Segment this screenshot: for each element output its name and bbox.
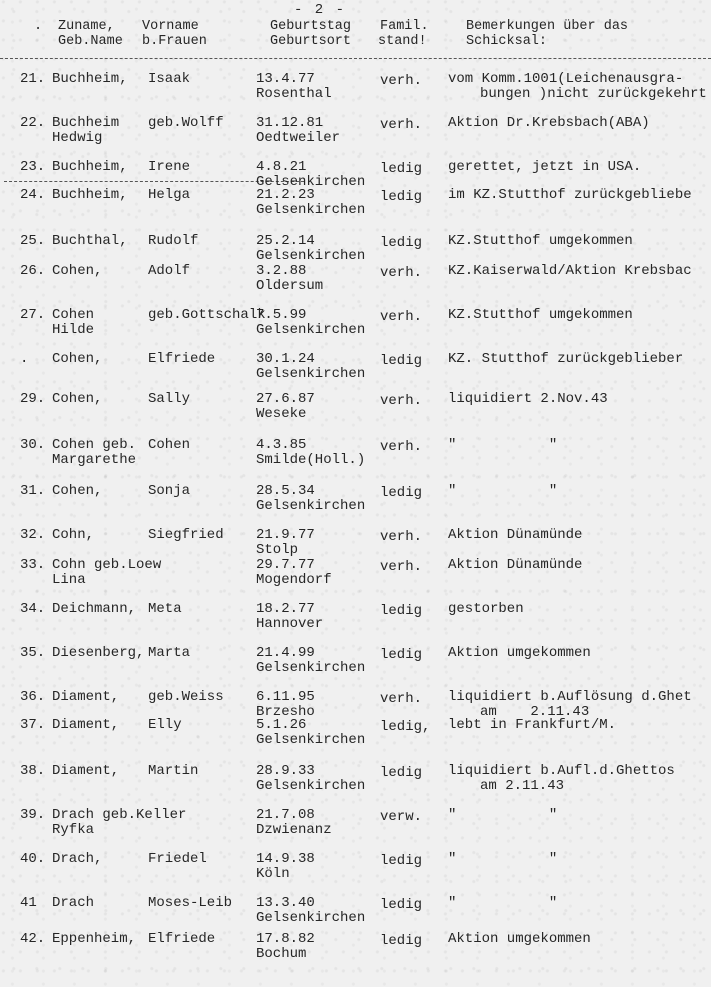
first-name-cell: Rudolf [148,233,199,249]
header-col4-line2: stand! [378,34,427,49]
remark-cell: Aktion umgekommen [448,645,591,661]
surname-cell: Diament, [52,717,120,733]
first-name-cell: geb.Wolff [148,115,224,131]
birth-date-cell: 25.2.14 [256,233,315,249]
surname-cell: Deichmann, [52,601,137,617]
first-name-cell: Elfriede [148,351,216,367]
row-number: 23. [20,159,46,175]
surname-cell: Cohen, [52,263,103,279]
surname-cell: Diament, [52,689,120,705]
header-col2-line1: Vorname [142,19,199,34]
birth-date-cell: 27.6.87 [256,391,315,407]
family-status-cell: ledig [380,161,423,177]
birth-date-cell: 21.2.23 [256,187,315,203]
birth-place-cell: Oldersum [256,278,324,294]
family-status-cell: verh. [380,439,423,455]
header-col3-line1: Geburtstag [270,19,352,34]
family-status-cell: ledig [380,897,423,913]
row-number: . [20,351,29,367]
row-number: 35. [20,645,46,661]
remark-continuation-cell: bungen )nicht zurückgekehrt [480,86,707,102]
header-separator [0,58,711,59]
remark-cell: vom Komm.1001(Leichenausgra- [448,71,684,87]
row-number: 40. [20,851,46,867]
surname-cell: Buchheim, [52,159,128,175]
birth-date-cell: 28.5.34 [256,483,315,499]
family-status-cell: verh. [380,393,423,409]
birth-date-cell: 14.9.38 [256,851,315,867]
birth-date-cell: 7.5.99 [256,307,307,323]
family-status-cell: verh. [380,309,423,325]
surname-cell: Cohn, [52,527,95,543]
remark-cell: KZ.Stutthof umgekommen [448,307,633,323]
birth-date-cell: 21.7.08 [256,807,315,823]
header-col1-line1: Zuname, [58,19,115,34]
birth-place-cell: Gelsenkirchen [256,248,366,264]
row-number: 36. [20,689,46,705]
family-status-cell: ledig [380,189,423,205]
surname-cell: Buchheim [52,115,120,131]
remark-cell: " " [448,483,558,499]
row-number: 29. [20,391,46,407]
row-number: 31. [20,483,46,499]
surname-cell: Diament, [52,763,120,779]
first-name-cell: Sally [148,391,191,407]
first-name-cell: Meta [148,601,182,617]
surname-cell: Cohen, [52,391,103,407]
first-name-cell: Marta [148,645,191,661]
birth-place-cell: Weseke [256,406,307,422]
surname-cell: Cohen [52,307,95,323]
birth-place-cell: Gelsenkirchen [256,732,366,748]
birth-date-cell: 6.11.95 [256,689,315,705]
birth-date-cell: 18.2.77 [256,601,315,617]
birth-place-cell: Gelsenkirchen [256,498,366,514]
surname-cell: Drach geb.Keller [52,807,187,823]
birth-name-cell: Ryfka [52,822,95,838]
birth-place-cell: Oedtweiler [256,130,341,146]
row-number: 24. [20,187,46,203]
row-number: 42. [20,931,46,947]
birth-name-cell: Hedwig [52,130,103,146]
surname-cell: Cohen, [52,351,103,367]
birth-place-cell: Rosenthal [256,86,332,102]
header-col3-line2: Geburtsort [270,34,352,49]
remark-cell: Aktion umgekommen [448,931,591,947]
birth-place-cell: Dzwienanz [256,822,332,838]
surname-cell: Buchthal, [52,233,128,249]
row-number: 22. [20,115,46,131]
remark-cell: KZ. Stutthof zurückgeblieber [448,351,684,367]
page-number: - 2 - [294,2,347,18]
remark-cell: liquidiert 2.Nov.43 [448,391,608,407]
row-number: 32. [20,527,46,543]
family-status-cell: verh. [380,559,423,575]
birth-place-cell: Smilde(Holl.) [256,452,366,468]
family-status-cell: ledig [380,235,423,251]
birth-place-cell: Bochum [256,946,307,962]
birth-place-cell: Gelsenkirchen [256,202,366,218]
birth-place-cell: Mogendorf [256,572,332,588]
surname-cell: Diesenberg, [52,645,145,661]
surname-cell: Drach, [52,851,103,867]
header-col5-line1: Bemerkungen über das [466,19,629,34]
remark-cell: KZ.Kaiserwald/Aktion Krebsbac [448,263,692,279]
remark-cell: lebt in Frankfurt/M. [448,717,617,733]
birth-place-cell: Gelsenkirchen [256,322,366,338]
first-name-cell: Moses-Leib [148,895,233,911]
family-status-cell: ledig [380,933,423,949]
family-status-cell: ledig [380,603,423,619]
family-status-cell: verw. [380,809,423,825]
birth-place-cell: Gelsenkirchen [256,910,366,926]
first-name-cell: Friedel [148,851,207,867]
row-number: 39. [20,807,46,823]
surname-cell: Eppenheim, [52,931,137,947]
family-status-cell: ledig [380,485,423,501]
family-status-cell: ledig [380,765,423,781]
birth-date-cell: 5.1.26 [256,717,307,733]
remark-cell: Aktion Dr.Krebsbach(ABA) [448,115,650,131]
remark-continuation-cell: am 2.11.43 [480,704,590,720]
remark-cell: liquidiert b.Aufl.d.Ghettos [448,763,675,779]
first-name-cell: Isaak [148,71,191,87]
row-number: 27. [20,307,46,323]
birth-place-cell: Gelsenkirchen [256,778,366,794]
row-number: 21. [20,71,46,87]
first-name-cell: Elfriede [148,931,216,947]
birth-date-cell: 31.12.81 [256,115,324,131]
first-name-cell: Elly [148,717,182,733]
birth-name-cell: Margarethe [52,452,137,468]
family-status-cell: ledig [380,853,423,869]
row-number: 38. [20,763,46,779]
birth-date-cell: 21.9.77 [256,527,315,543]
birth-date-cell: 30.1.24 [256,351,315,367]
surname-cell: Buchheim, [52,187,128,203]
first-name-cell: Cohen [148,437,191,453]
first-name-cell: geb.Weiss [148,689,224,705]
birth-date-cell: 17.8.82 [256,931,315,947]
remark-cell: " " [448,895,558,911]
header-col2-line2: b.Frauen [142,34,207,49]
family-status-cell: verh. [380,265,423,281]
birth-place-cell: Hannover [256,616,324,632]
surname-cell: Cohn geb.Loew [52,557,162,573]
family-status-cell: verh. [380,117,423,133]
first-name-cell: geb.Gottschalk [148,307,266,323]
birth-date-cell: 4.8.21 [256,159,307,175]
first-name-cell: Martin [148,763,199,779]
birth-date-cell: 13.4.77 [256,71,315,87]
birth-place-cell: Gelsenkirchen [256,660,366,676]
birth-date-cell: 3.2.88 [256,263,307,279]
birth-date-cell: 21.4.99 [256,645,315,661]
birth-date-cell: 28.9.33 [256,763,315,779]
header-bullet: . [34,19,43,34]
remark-cell: " " [448,851,558,867]
remark-cell: Aktion Dünamünde [448,527,583,543]
remark-cell: gestorben [448,601,524,617]
birth-name-cell: Lina [52,572,86,588]
row-number: 30. [20,437,46,453]
row-number: 37. [20,717,46,733]
first-name-cell: Irene [148,159,191,175]
surname-cell: Buchheim, [52,71,128,87]
remark-cell: im KZ.Stutthof zurückgebliebe [448,187,692,203]
row-number: 33. [20,557,46,573]
remark-cell: KZ.Stutthof umgekommen [448,233,633,249]
first-name-cell: Siegfried [148,527,224,543]
remark-continuation-cell: am 2.11.43 [480,778,565,794]
surname-cell: Drach [52,895,95,911]
surname-cell: Cohen, [52,483,103,499]
header-col1-line2: Geb.Name [58,34,123,49]
family-status-cell: ledig [380,647,423,663]
family-status-cell: verh. [380,73,423,89]
birth-date-cell: 4.3.85 [256,437,307,453]
first-name-cell: Sonja [148,483,191,499]
row-number: 34. [20,601,46,617]
birth-place-cell: Köln [256,866,290,882]
birth-name-cell: Hilde [52,322,95,338]
birth-place-cell: Gelsenkirchen [256,366,366,382]
birth-date-cell: 29.7.77 [256,557,315,573]
birth-place-cell: Brzesho [256,704,315,720]
remark-cell: " " [448,437,558,453]
row-number: 26. [20,263,46,279]
family-status-cell: verh. [380,529,423,545]
family-status-cell: ledig, [380,719,431,735]
birth-place-cell: Stolp [256,542,299,558]
family-status-cell: ledig [380,353,423,369]
remark-cell: " " [448,807,558,823]
birth-date-cell: 13.3.40 [256,895,315,911]
remark-cell: gerettet, jetzt in USA. [448,159,642,175]
row-number: 25. [20,233,46,249]
first-name-cell: Helga [148,187,191,203]
first-name-cell: Adolf [148,263,191,279]
header-col5-line2: Schicksal: [466,34,548,49]
remark-cell: Aktion Dünamünde [448,557,583,573]
birth-place-cell: Gelsenkirchen [256,174,366,190]
surname-cell: Cohen geb. [52,437,137,453]
remark-cell: liquidiert b.Auflösung d.Ghet [448,689,692,705]
family-status-cell: verh. [380,691,423,707]
row-number: 41 [20,895,37,911]
header-col4-line1: Famil. [380,19,429,34]
